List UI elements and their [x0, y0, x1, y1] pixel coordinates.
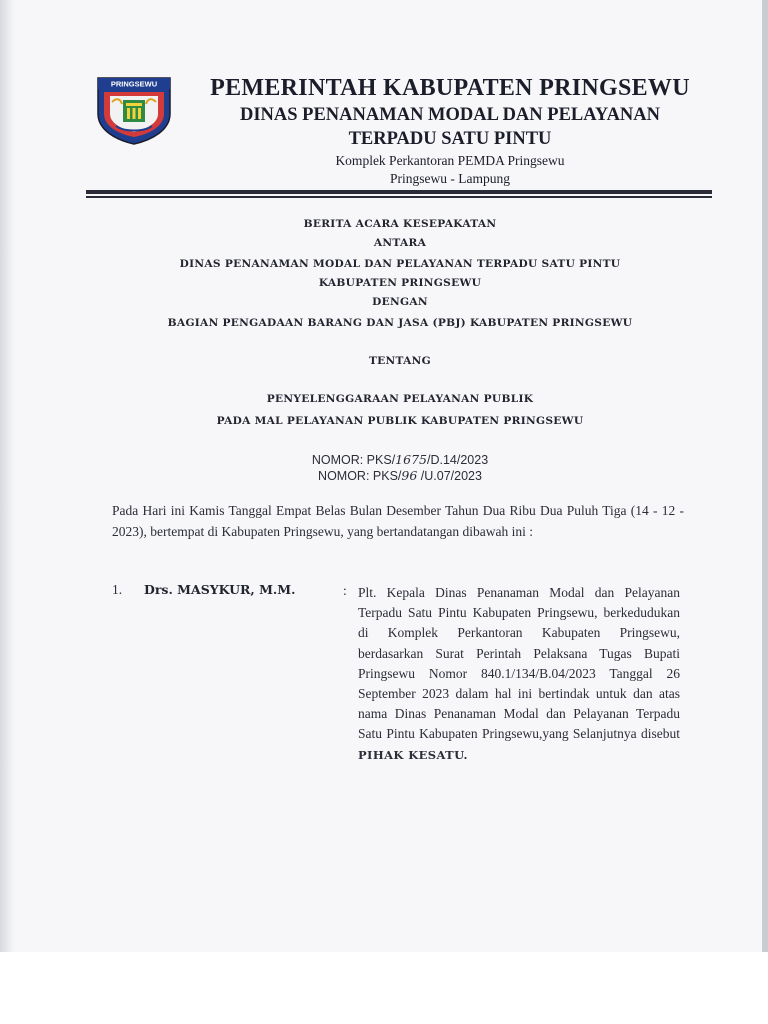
party-1-colon: :	[343, 583, 347, 598]
title-line-8: PENYELENGGARAAN PELAYANAN PUBLIK	[266, 393, 534, 405]
page-margin	[0, 952, 768, 1024]
party-1-name: Drs. MASYKUR, M.M.	[144, 582, 296, 597]
party-1-designation: PIHAK KESATU.	[358, 747, 468, 762]
opening-paragraph: Pada Hari ini Kamis Tanggal Empat Belas Bulan Desember Tahun Dua Ribu Dua Puluh Tiga (14 - 12 - 2023), bertempat di Kabupaten Pringsewu, yang bertandatangan dibawah ini :	[112, 503, 684, 539]
letterhead-address: Komplek Perkantoran PEMDA Pringsewu	[335, 153, 565, 168]
title-line-4: KABUPATEN PRINGSEWU	[318, 277, 482, 289]
title-line-7: TENTANG	[369, 355, 431, 367]
letterhead-thick-rule	[86, 190, 712, 194]
letterhead-government: PEMERINTAH KABUPATEN PRINGSEWU	[210, 75, 690, 101]
title-line-3: DINAS PENANAMAN MODAL DAN PELAYANAN TERPADU SATU PINTU	[179, 258, 621, 270]
party-1-number: 1.	[112, 582, 123, 597]
title-line-9: PADA MAL PELAYANAN PUBLIK KABUPATEN PRINGSEWU	[216, 415, 584, 427]
handwritten-number: 96	[401, 468, 418, 483]
title-line-2: ANTARA	[373, 237, 427, 249]
title-line-1: BERITA ACARA KESEPAKATAN	[303, 218, 497, 230]
logo-caption: PRINGSEWU	[110, 79, 158, 89]
document-number-1: NOMOR: PKS/1675/D.14/2023	[311, 452, 489, 467]
regency-emblem-logo	[94, 74, 174, 146]
title-line-6: BAGIAN PENGADAAN BARANG DAN JASA (PBJ) KABUPATEN PRINGSEWU	[167, 317, 633, 329]
document-number-2: NOMOR: PKS/96 /U.07/2023	[318, 468, 482, 483]
document-numbers	[250, 452, 550, 484]
letterhead	[180, 74, 720, 188]
handwritten-number: 1675	[395, 452, 427, 467]
title-line-5: DENGAN	[372, 296, 428, 308]
letterhead-agency-cont: TERPADU SATU PINTU	[348, 129, 552, 149]
letterhead-thin-rule	[86, 196, 712, 198]
party-1-description: Plt. Kepala Dinas Penanaman Modal dan Pelayanan Terpadu Satu Pintu Kabupaten Pringsewu, berkedudukan di Komplek Perkantoran Kabupaten Pringsewu, berdasarkan Surat Perintah Pelaksana Tugas Bupati Pringsewu Nomor 840.1/134/B.04/2023 Tanggal 26 September 2023 dalam hal ini bertindak untuk dan atas nama Dinas Penanaman Modal dan Pelayanan Terpadu Satu Pintu Kabupaten Pringsewu,yang Selanjutnya disebut PIHAK KESATU.	[358, 585, 680, 762]
letterhead-agency: DINAS PENANAMAN MODAL DAN PELAYANAN	[239, 105, 661, 125]
letterhead-city: Pringsewu - Lampung	[390, 171, 510, 186]
